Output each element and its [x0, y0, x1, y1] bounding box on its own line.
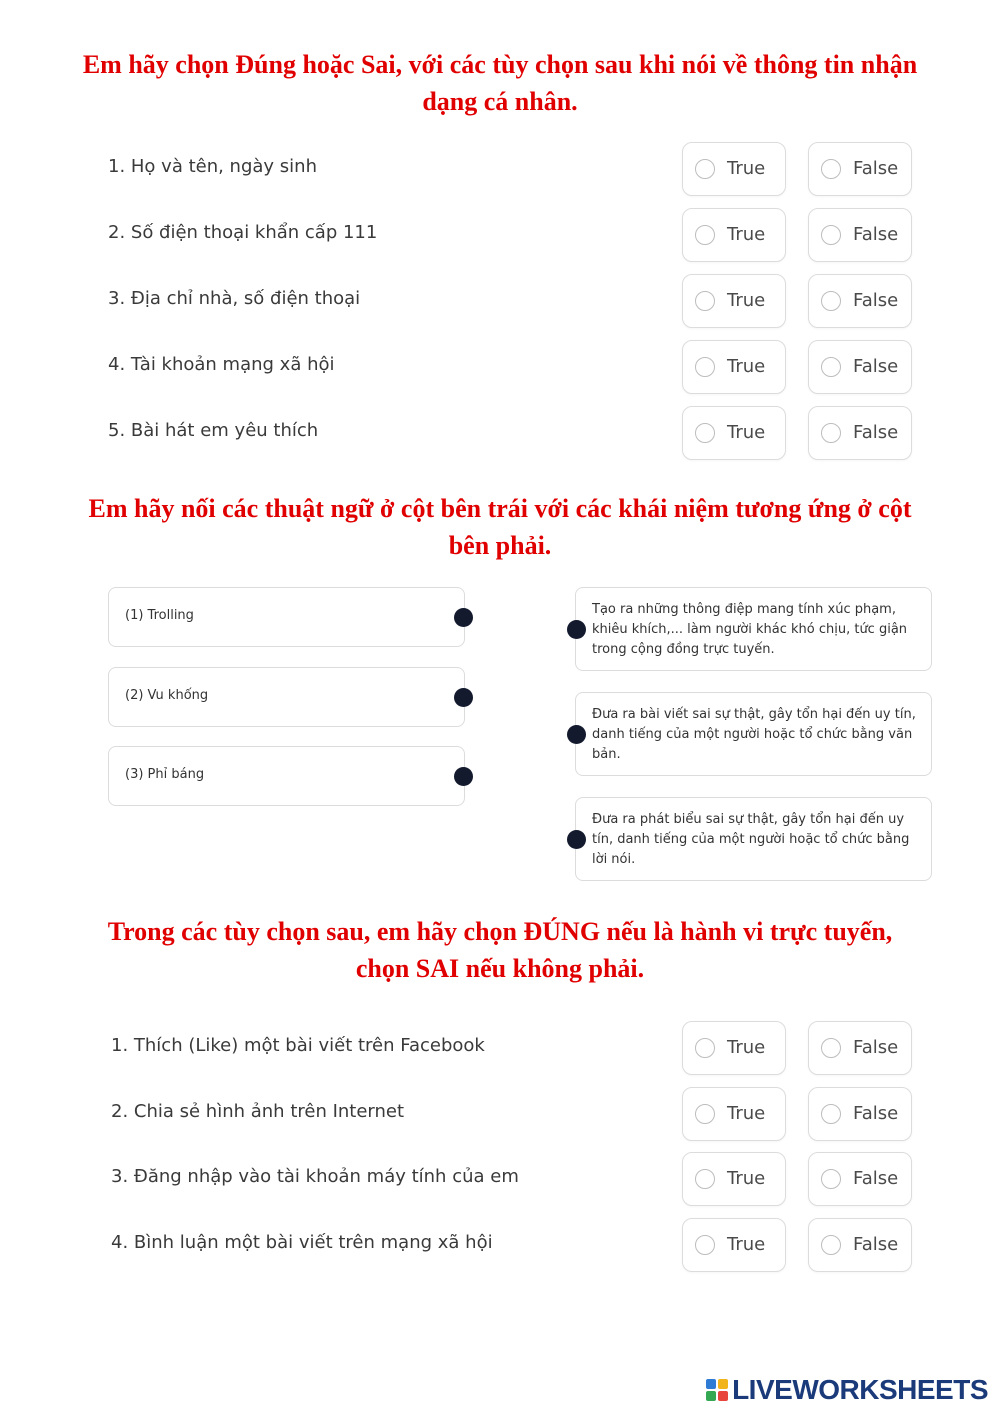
false-option[interactable] — [808, 208, 912, 262]
section2-heading: Em hãy nối các thuật ngữ ở cột bên trái với các khái niệm tương ứng ở cột bên phải. — [88, 494, 912, 560]
brand-name: LIVEWORKSHEETS — [732, 1374, 988, 1405]
true-label: True — [727, 1103, 766, 1124]
false-option[interactable] — [808, 340, 912, 394]
false-option[interactable] — [808, 1218, 912, 1272]
term-label: (1) Trolling — [125, 608, 194, 623]
false-label: False — [853, 422, 899, 443]
definition-text: Đưa ra bài viết sai sự thật, gây tổn hại đến uy tín, danh tiếng của một người hoặc tổ chức bằng văn bản. — [592, 707, 916, 762]
true-label: True — [727, 1234, 766, 1255]
question-text: 3. Đăng nhập vào tài khoản máy tính của em — [111, 1166, 519, 1187]
connector-dot-icon[interactable] — [567, 725, 586, 744]
radio-circle-icon[interactable] — [695, 1104, 715, 1124]
true-option[interactable] — [682, 406, 786, 460]
question-text: 2. Chia sẻ hình ảnh trên Internet — [111, 1101, 405, 1122]
true-label: True — [727, 158, 766, 179]
term-label: (2) Vu khống — [125, 688, 209, 703]
question-text: 4. Tài khoản mạng xã hội — [108, 354, 335, 375]
liveworksheets-logo — [706, 1374, 988, 1406]
false-label: False — [853, 158, 899, 179]
question-text: 1. Họ và tên, ngày sinh — [108, 156, 317, 177]
false-option[interactable] — [808, 1152, 912, 1206]
match-term[interactable] — [108, 667, 465, 727]
true-label: True — [727, 1168, 766, 1189]
false-label: False — [853, 1168, 899, 1189]
radio-circle-icon[interactable] — [821, 159, 841, 179]
connector-dot-icon[interactable] — [454, 688, 473, 707]
match-term[interactable] — [108, 746, 465, 806]
radio-circle-icon[interactable] — [695, 225, 715, 245]
radio-circle-icon[interactable] — [695, 423, 715, 443]
question-row — [0, 1021, 1000, 1077]
connector-dot-icon[interactable] — [454, 767, 473, 786]
question-row — [0, 1152, 1000, 1208]
false-option[interactable] — [808, 274, 912, 328]
question-row — [0, 274, 1000, 330]
question-row — [0, 142, 1000, 198]
false-label: False — [853, 290, 899, 311]
connector-dot-icon[interactable] — [567, 620, 586, 639]
false-label: False — [853, 1103, 899, 1124]
true-option[interactable] — [682, 340, 786, 394]
true-option[interactable] — [682, 208, 786, 262]
radio-circle-icon[interactable] — [695, 291, 715, 311]
match-definition[interactable] — [575, 587, 932, 671]
question-text: 5. Bài hát em yêu thích — [108, 420, 319, 441]
true-option[interactable] — [682, 142, 786, 196]
radio-circle-icon[interactable] — [821, 1038, 841, 1058]
false-option[interactable] — [808, 142, 912, 196]
true-label: True — [727, 422, 766, 443]
radio-circle-icon[interactable] — [821, 225, 841, 245]
radio-circle-icon[interactable] — [821, 1104, 841, 1124]
match-term[interactable] — [108, 587, 465, 647]
radio-circle-icon[interactable] — [821, 1235, 841, 1255]
true-label: True — [727, 290, 766, 311]
question-row — [0, 340, 1000, 396]
false-label: False — [853, 1234, 899, 1255]
false-option[interactable] — [808, 406, 912, 460]
true-option[interactable] — [682, 1152, 786, 1206]
connector-dot-icon[interactable] — [567, 830, 586, 849]
question-row — [0, 1218, 1000, 1274]
radio-circle-icon[interactable] — [821, 1169, 841, 1189]
false-label: False — [853, 356, 899, 377]
term-label: (3) Phỉ báng — [125, 767, 205, 782]
true-option[interactable] — [682, 1087, 786, 1141]
question-row — [0, 406, 1000, 462]
logo-grid-icon — [706, 1379, 728, 1401]
definition-text: Đưa ra phát biểu sai sự thật, gây tổn hại đến uy tín, danh tiếng của một người hoặc tổ chức bằng lời nói. — [592, 812, 910, 867]
connector-dot-icon[interactable] — [454, 608, 473, 627]
false-option[interactable] — [808, 1087, 912, 1141]
true-option[interactable] — [682, 1021, 786, 1075]
radio-circle-icon[interactable] — [821, 291, 841, 311]
match-definition[interactable] — [575, 692, 932, 776]
radio-circle-icon[interactable] — [695, 1169, 715, 1189]
definition-text: Tạo ra những thông điệp mang tính xúc phạm, khiêu khích,... làm người khác khó chịu, tức giận trong cộng đồng trực tuyến. — [592, 602, 908, 657]
section1-heading: Em hãy chọn Đúng hoặc Sai, với các tùy chọn sau khi nói về thông tin nhận dạng cá nhân. — [82, 50, 918, 116]
false-label: False — [853, 1037, 899, 1058]
question-text: 2. Số điện thoại khẩn cấp 111 — [108, 222, 378, 243]
true-label: True — [727, 224, 766, 245]
question-text: 4. Bình luận một bài viết trên mạng xã hội — [111, 1232, 493, 1253]
match-definition[interactable] — [575, 797, 932, 881]
question-row — [0, 1087, 1000, 1143]
true-option[interactable] — [682, 1218, 786, 1272]
section3-heading: Trong các tùy chọn sau, em hãy chọn ĐÚNG nếu là hành vi trực tuyến, chọn SAI nếu không phải. — [107, 917, 893, 983]
true-label: True — [727, 1037, 766, 1058]
question-row — [0, 208, 1000, 264]
radio-circle-icon[interactable] — [695, 357, 715, 377]
radio-circle-icon[interactable] — [821, 357, 841, 377]
radio-circle-icon[interactable] — [821, 423, 841, 443]
false-option[interactable] — [808, 1021, 912, 1075]
true-option[interactable] — [682, 274, 786, 328]
radio-circle-icon[interactable] — [695, 159, 715, 179]
question-text: 3. Địa chỉ nhà, số điện thoại — [108, 288, 361, 309]
true-label: True — [727, 356, 766, 377]
question-text: 1. Thích (Like) một bài viết trên Facebook — [111, 1035, 485, 1056]
false-label: False — [853, 224, 899, 245]
radio-circle-icon[interactable] — [695, 1235, 715, 1255]
radio-circle-icon[interactable] — [695, 1038, 715, 1058]
